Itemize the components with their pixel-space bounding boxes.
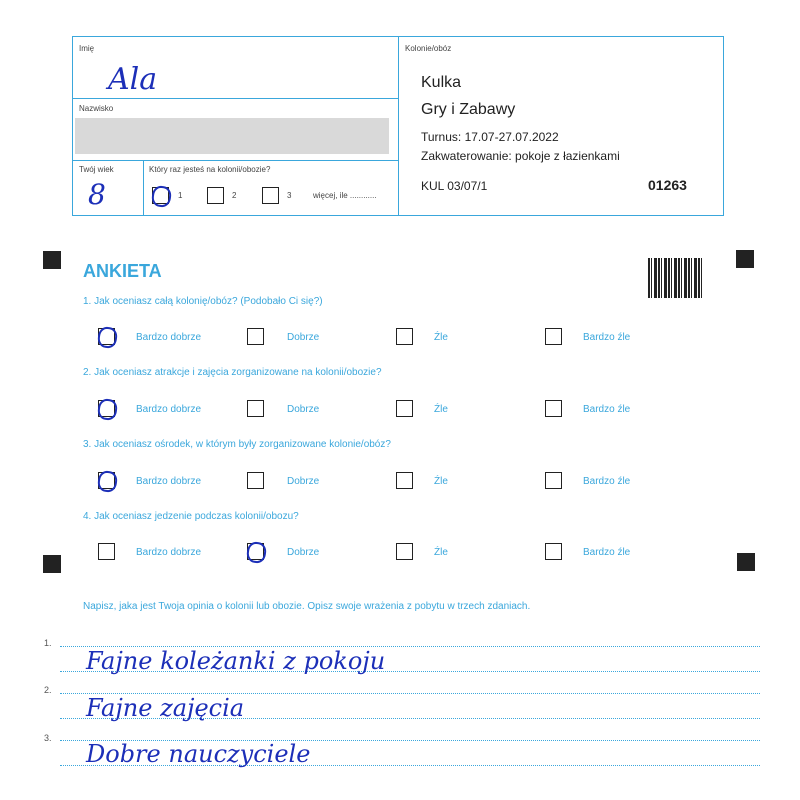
opinion-prompt: Napisz, jaka jest Twoja opinia o kolonii lub obozie. Opisz swoje wrażenia z pobytu w trzech zdaniach.	[83, 601, 531, 612]
q3-option-bardzo-zle[interactable]	[545, 472, 562, 489]
q3-label-bardzo-dobrze: Bardzo dobrze	[136, 476, 202, 487]
registration-marker-mid-left	[43, 555, 61, 573]
q4-label-bardzo-dobrze: Bardzo dobrze	[136, 547, 202, 558]
q4-label-bardzo-zle: Bardzo źle	[583, 547, 631, 558]
q2-option-dobrze[interactable]	[247, 400, 264, 417]
ktory-raz-checkbox-1[interactable]	[152, 187, 169, 204]
nazwisko-redacted	[75, 118, 389, 154]
answer-2[interactable]: Fajne zajęcia	[86, 694, 245, 722]
registration-marker-mid-right	[737, 553, 755, 571]
barcode	[648, 258, 704, 298]
q2-label-bardzo-zle: Bardzo źle	[583, 404, 631, 415]
q3-option-dobrze[interactable]	[247, 472, 264, 489]
answer-1[interactable]: Fajne koleżanki z pokoju	[86, 647, 386, 675]
q4-option-bardzo-dobrze[interactable]	[98, 543, 115, 560]
header-divider-3	[143, 160, 144, 215]
header-divider-vertical	[398, 37, 399, 215]
question-3: 3. Jak oceniasz ośrodek, w którym były zorganizowane kolonie/obóz?	[83, 439, 391, 450]
wiek-label: Twój wiek	[79, 165, 114, 174]
answer-3[interactable]: Dobre nauczyciele	[86, 740, 311, 768]
q4-label-dobrze: Dobrze	[287, 547, 320, 558]
q3-option-bardzo-dobrze[interactable]	[98, 472, 115, 489]
q2-label-bardzo-dobrze: Bardzo dobrze	[136, 404, 202, 415]
q4-label-zle: Źle	[434, 547, 448, 558]
q2-label-dobrze: Dobrze	[287, 404, 320, 415]
kolonia-program: Gry i Zabawy	[421, 101, 516, 118]
ktory-raz-checkbox-3[interactable]	[262, 187, 279, 204]
q2-label-zle: Źle	[434, 404, 448, 415]
q3-label-zle: Źle	[434, 476, 448, 487]
line-number-1: 1.	[44, 638, 52, 648]
question-2: 2. Jak oceniasz atrakcje i zajęcia zorganizowane na kolonii/obozie?	[83, 367, 382, 378]
ktory-raz-option-2: 2	[232, 191, 237, 200]
q2-option-zle[interactable]	[396, 400, 413, 417]
line-number-2: 2.	[44, 685, 52, 695]
nazwisko-label: Nazwisko	[79, 104, 114, 113]
ktory-raz-checkbox-2[interactable]	[207, 187, 224, 204]
line-number-3: 3.	[44, 733, 52, 743]
q2-option-bardzo-dobrze[interactable]	[98, 400, 115, 417]
header-divider-1	[73, 98, 398, 99]
q3-option-zle[interactable]	[396, 472, 413, 489]
survey-title: ANKIETA	[83, 261, 162, 281]
registration-marker-top-right	[736, 250, 754, 268]
question-1: 1. Jak oceniasz całą kolonię/obóz? (Podobało Ci się?)	[83, 296, 323, 307]
q1-option-dobrze[interactable]	[247, 328, 264, 345]
kolonia-name: Kulka	[421, 74, 462, 91]
ktory-raz-more: więcej, ile ............	[313, 191, 377, 200]
q4-option-dobrze[interactable]	[247, 543, 264, 560]
ktory-raz-option-3: 3	[287, 191, 292, 200]
q2-option-bardzo-zle[interactable]	[545, 400, 562, 417]
q3-label-bardzo-zle: Bardzo źle	[583, 476, 631, 487]
q1-option-bardzo-zle[interactable]	[545, 328, 562, 345]
turnus: Turnus: 17.07-27.07.2022	[421, 130, 559, 144]
kolonia-code: KUL 03/07/1	[421, 179, 488, 193]
q4-option-bardzo-zle[interactable]	[545, 543, 562, 560]
question-4: 4. Jak oceniasz jedzenie podczas kolonii/obozu?	[83, 511, 299, 522]
ktory-raz-label: Który raz jesteś na kolonii/obozie?	[149, 165, 271, 174]
q1-label-dobrze: Dobrze	[287, 332, 320, 343]
q4-option-zle[interactable]	[396, 543, 413, 560]
imie-label: Imię	[79, 44, 95, 53]
registration-marker-top-left	[43, 251, 61, 269]
q1-label-bardzo-dobrze: Bardzo dobrze	[136, 332, 202, 343]
form-number: 01263	[648, 177, 687, 193]
q3-label-dobrze: Dobrze	[287, 476, 320, 487]
imie-value[interactable]: Ala	[108, 62, 158, 97]
q1-option-bardzo-dobrze[interactable]	[98, 328, 115, 345]
header-divider-2	[73, 160, 398, 161]
ktory-raz-option-1: 1	[178, 191, 183, 200]
kolonia-label: Kolonie/obóz	[405, 44, 452, 53]
q1-label-zle: Źle	[434, 332, 448, 343]
zakwaterowanie: Zakwaterowanie: pokoje z łazienkami	[421, 149, 620, 163]
q1-label-bardzo-zle: Bardzo źle	[583, 332, 631, 343]
q1-option-zle[interactable]	[396, 328, 413, 345]
wiek-value[interactable]: 8	[88, 178, 106, 211]
